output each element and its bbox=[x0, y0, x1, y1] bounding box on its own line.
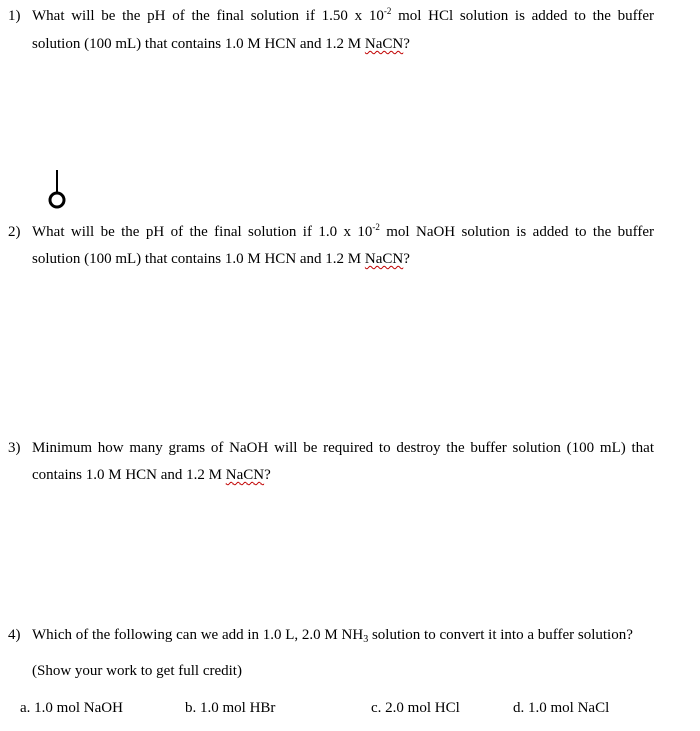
cursor-icon bbox=[46, 168, 68, 212]
question-3-number: 3) bbox=[8, 440, 21, 456]
question-1-line-1 bbox=[32, 8, 654, 25]
q4-text-b: solution to convert it into a buffer solution? bbox=[368, 627, 633, 643]
q1-text-a: What will be the pH of the final solution if 1.50 x 10 bbox=[32, 8, 384, 24]
q4-text-a: Which of the following can we add in 1.0 L, 2.0 M NH bbox=[32, 627, 364, 643]
q2-line2-end: ? bbox=[403, 251, 410, 267]
q3-spellcheck-word: NaCN bbox=[225, 467, 265, 483]
option-c: c. 2.0 mol HCl bbox=[371, 700, 460, 716]
option-a: a. 1.0 mol NaOH bbox=[20, 700, 123, 716]
q2-text-a: What will be the pH of the final solution if 1.0 x 10 bbox=[32, 224, 373, 240]
question-2-line-1 bbox=[32, 224, 654, 241]
option-d: d. 1.0 mol NaCl bbox=[513, 700, 610, 716]
q2-spellcheck-word: NaCN bbox=[364, 251, 404, 267]
question-2-number: 2) bbox=[8, 224, 21, 240]
question-4-line-2: (Show your work to get full credit) bbox=[32, 663, 242, 679]
q1-spellcheck-word: NaCN bbox=[364, 36, 404, 52]
q1-exponent: -2 bbox=[383, 6, 392, 16]
q2-line2-text: solution (100 mL) that contains 1.0 M HCN and 1.2 M bbox=[32, 251, 365, 267]
question-4-line-1 bbox=[32, 627, 633, 644]
question-3-line-2 bbox=[32, 467, 271, 484]
question-1-line-2 bbox=[32, 36, 410, 53]
question-2-line-2 bbox=[32, 251, 410, 268]
q1-text-b: mol HCl solution is added to the buffer bbox=[391, 8, 654, 24]
q1-line2-text: solution (100 mL) that contains 1.0 M HCN and 1.2 M bbox=[32, 36, 365, 52]
question-4-number: 4) bbox=[8, 627, 21, 643]
q3-line2-text: contains 1.0 M HCN and 1.2 M bbox=[32, 467, 226, 483]
q4-subscript: 3 bbox=[363, 634, 369, 645]
question-1-number: 1) bbox=[8, 8, 21, 24]
option-b: b. 1.0 mol HBr bbox=[185, 700, 276, 716]
question-3-line-1: Minimum how many grams of NaOH will be required to destroy the buffer solution (100 mL) that bbox=[32, 440, 654, 456]
q1-line2-end: ? bbox=[403, 36, 410, 52]
q3-line2-end: ? bbox=[264, 467, 271, 483]
q2-text-b: mol NaOH solution is added to the buffer bbox=[379, 224, 655, 240]
q2-exponent: -2 bbox=[372, 222, 380, 232]
